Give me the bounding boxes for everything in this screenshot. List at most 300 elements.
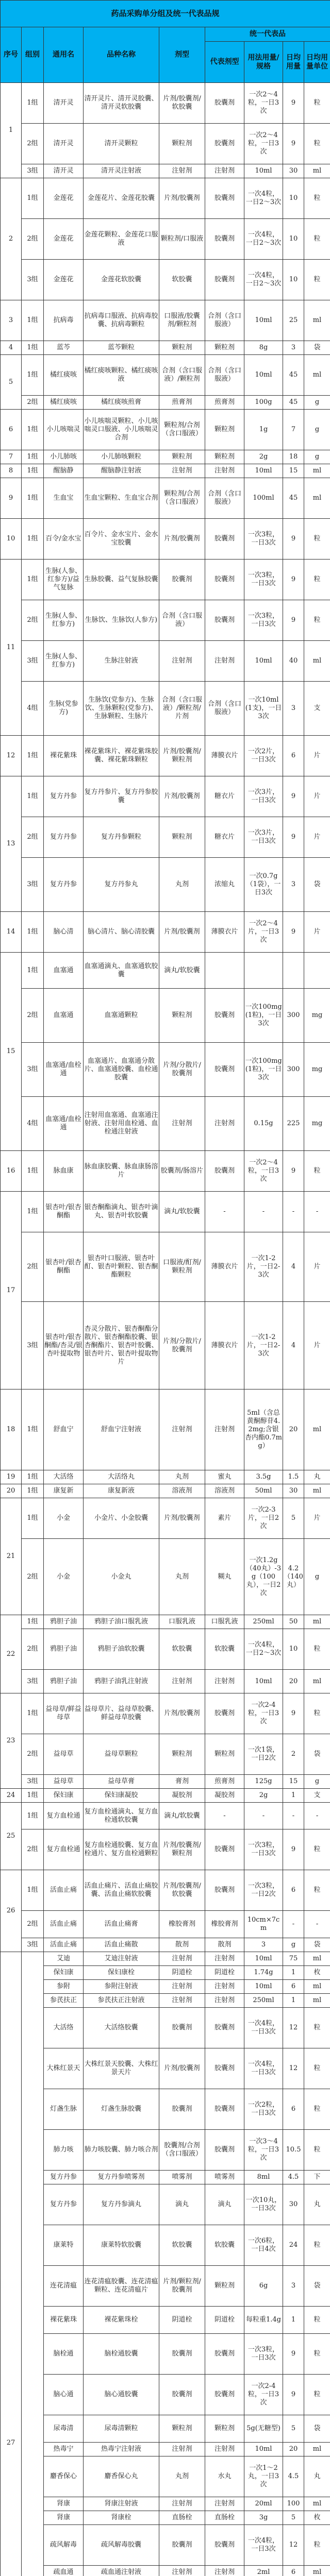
dosage-form-cell: 片剂/胶囊剂 bbox=[159, 1693, 205, 1734]
daily-unit-cell: g bbox=[304, 410, 330, 450]
generic-name-cell: 疏风解毒 bbox=[44, 2525, 84, 2566]
usage-spec-cell: 一次100mg(1粒)，一日3次 bbox=[244, 1043, 283, 1097]
variety-name-cell: 小儿肺咳颗粒 bbox=[84, 450, 159, 464]
seq-cell: 17 bbox=[1, 1192, 22, 1389]
generic-name-cell: 复方丹参 bbox=[44, 817, 84, 858]
dosage-form-cell: 煎膏剂 bbox=[159, 396, 205, 410]
daily-unit-cell: 袋 bbox=[304, 2266, 330, 2307]
variety-name-cell: 生脉饮(党参方)、生脉饮、生脉颗粒(党参方)、生脉颗粒、生脉片 bbox=[84, 682, 159, 736]
dosage-form-cell: 注射剂 bbox=[159, 464, 205, 478]
group-cell: 2组 bbox=[22, 1539, 44, 1615]
usage-spec-cell: 3 bbox=[244, 1938, 283, 1952]
rep-form-cell: 煎膏剂 bbox=[205, 1775, 244, 1789]
usage-spec-cell: 一次1-2片，一日2-3次 bbox=[244, 1302, 283, 1389]
daily-dose-cell: 20 bbox=[283, 1389, 304, 1470]
group-cell: 1组 bbox=[22, 1151, 44, 1192]
generic-name-cell: 康复新 bbox=[44, 1484, 84, 1498]
seq-cell: 6 bbox=[1, 410, 22, 450]
dosage-form-cell: 颗粒剂 bbox=[159, 2415, 205, 2443]
daily-dose-cell: 9 bbox=[283, 1151, 304, 1192]
daily-dose-cell: 6 bbox=[283, 2089, 304, 2130]
variety-name-cell: 肺力咳胶囊、肺力咳合剂 bbox=[84, 2130, 159, 2171]
variety-name-cell: 银杏叶口服液、银杏叶酊、银杏叶颗粒、银杏酮酯颗粒 bbox=[84, 1232, 159, 1302]
usage-spec-cell: 10ml bbox=[244, 164, 283, 178]
group-cell: 3组 bbox=[22, 1775, 44, 1789]
rep-form-cell: 软胶囊 bbox=[205, 1629, 244, 1670]
variety-name-cell: 注射用血塞通、血塞通注射液、注射用血栓通、血栓通注射液 bbox=[84, 1097, 159, 1151]
rep-form-cell: 注射剂 bbox=[205, 1097, 244, 1151]
dosage-form-cell: 注射剂 bbox=[159, 1952, 205, 1966]
group-cell: 2组 bbox=[22, 1629, 44, 1670]
rep-form-cell: 胶囊剂 bbox=[205, 2525, 244, 2566]
variety-name-cell: 银杏酮酯滴丸、银杏叶滴丸、银杏叶软胶囊 bbox=[84, 1192, 159, 1232]
daily-unit-cell: 片 bbox=[304, 776, 330, 817]
seq-cell: 20 bbox=[1, 1484, 22, 1498]
daily-unit-cell: 粒 bbox=[304, 2375, 330, 2415]
group-cell: 2组 bbox=[22, 124, 44, 164]
usage-spec-cell: 3.5g bbox=[244, 1470, 283, 1484]
generic-name-cell: 益母草/鲜益母草 bbox=[44, 1693, 84, 1734]
daily-unit-cell: 粒 bbox=[304, 1829, 330, 1870]
generic-name-cell: 生脉(人参、红参方) bbox=[44, 600, 84, 641]
variety-name-cell: 大活络丸 bbox=[84, 1470, 159, 1484]
usage-spec-cell: 一次1-2片，一日2-3次 bbox=[244, 1232, 283, 1302]
table-row bbox=[1, 641, 330, 682]
table-row bbox=[1, 341, 330, 355]
generic-name-cell: 橘红痰咳 bbox=[44, 396, 84, 410]
table-row bbox=[1, 410, 330, 450]
variety-name-cell: 益母草片、益母草胶囊、鲜益母草胶囊 bbox=[84, 1693, 159, 1734]
group-cell bbox=[22, 1952, 44, 2576]
dosage-form-cell: 软胶囊 bbox=[159, 2225, 205, 2266]
rep-form-cell: 胶囊剂 bbox=[205, 2334, 244, 2375]
group-cell: 1组 bbox=[22, 776, 44, 817]
daily-dose-cell bbox=[283, 953, 304, 989]
daily-unit-cell: ml bbox=[304, 478, 330, 519]
daily-dose-cell: - bbox=[283, 1803, 304, 1829]
table-row bbox=[1, 1789, 330, 1803]
group-cell: 3组 bbox=[22, 858, 44, 912]
daily-unit-cell: ml bbox=[304, 1615, 330, 1629]
rep-form-cell: 散剂 bbox=[205, 1938, 244, 1952]
group-cell: 1组 bbox=[22, 410, 44, 450]
generic-name-cell: 连花清瘟 bbox=[44, 2266, 84, 2307]
variety-name-cell: 鸦胆子油乳注射液 bbox=[84, 1670, 159, 1693]
usage-spec-cell: 一次4粒，一日3次 bbox=[244, 2525, 283, 2566]
daily-unit-cell: 袋 bbox=[304, 341, 330, 355]
table-row bbox=[1, 1952, 330, 1966]
table-row bbox=[1, 464, 330, 478]
daily-unit-cell: 粒 bbox=[304, 1151, 330, 1192]
variety-name-cell: 清开灵注射液 bbox=[84, 164, 159, 178]
header-seq: 序号 bbox=[1, 27, 22, 83]
daily-dose-cell: 3 bbox=[283, 2266, 304, 2307]
rep-form-cell: 阴道栓 bbox=[205, 2307, 244, 2334]
rep-form-cell: 胶囊剂 bbox=[205, 519, 244, 560]
variety-name-cell: 复方血栓通胶囊、复方血栓通片、复方血栓通颗粒 bbox=[84, 1829, 159, 1870]
header-daily-dose: 日均用量 bbox=[283, 42, 304, 83]
daily-unit-cell: ml bbox=[304, 164, 330, 178]
table-row bbox=[1, 1097, 330, 1151]
rep-form-cell: 薄膜衣片 bbox=[205, 1302, 244, 1389]
daily-unit-cell: 粒 bbox=[304, 1870, 330, 1911]
rep-form-cell: 颗粒剂 bbox=[205, 2415, 244, 2443]
table-row bbox=[1, 219, 330, 260]
table-row bbox=[1, 1693, 330, 1734]
daily-unit-cell: 支 bbox=[304, 1789, 330, 1803]
usage-spec-cell: 一次2～4粒，一日3次 bbox=[244, 83, 283, 124]
daily-unit-cell bbox=[304, 953, 330, 989]
group-cell: 1组 bbox=[22, 560, 44, 600]
dosage-form-cell: 片剂/胶囊剂/软胶囊 bbox=[159, 83, 205, 124]
rep-form-cell: 颗粒剂 bbox=[205, 1734, 244, 1775]
generic-name-cell: 鸦胆子油 bbox=[44, 1615, 84, 1629]
group-cell: 1组 bbox=[22, 178, 44, 219]
usage-spec-cell: 一次3～4粒，一日3次 bbox=[244, 2130, 283, 2171]
daily-dose-cell: 4 bbox=[283, 1302, 304, 1389]
usage-spec-cell: 一次3粒，一日3次 bbox=[244, 1829, 283, 1870]
table-body bbox=[1, 83, 330, 2576]
usage-spec-cell: 3g bbox=[244, 2511, 283, 2525]
rep-form-cell: 凝胶剂 bbox=[205, 1789, 244, 1803]
seq-cell: 5 bbox=[1, 355, 22, 410]
generic-name-cell: 复方丹参 bbox=[44, 2171, 84, 2184]
dosage-form-cell: 片剂/胶囊剂 bbox=[159, 776, 205, 817]
daily-dose-cell: 7 bbox=[283, 410, 304, 450]
daily-unit-cell: 粒 bbox=[304, 560, 330, 600]
group-cell: 1组 bbox=[22, 1389, 44, 1470]
daily-unit-cell: g bbox=[304, 1775, 330, 1789]
seq-cell: 25 bbox=[1, 1803, 22, 1870]
generic-name-cell: 银杏叶/银杏酮酯/杏灵/银杏叶提取物 bbox=[44, 1302, 84, 1389]
rep-form-cell: 橡胶膏剂 bbox=[205, 1911, 244, 1938]
rep-form-cell: 胶囊剂 bbox=[205, 1829, 244, 1870]
table-row bbox=[1, 2497, 330, 2511]
daily-dose-cell: 4 bbox=[283, 1232, 304, 1302]
generic-name-cell: 疏血通 bbox=[44, 2566, 84, 2576]
generic-name-cell: 鸦胆子油 bbox=[44, 1629, 84, 1670]
header-usage-spec: 用法用量/规格 bbox=[244, 42, 283, 83]
variety-name-cell: 生血宝颗粒、生血宝合剂 bbox=[84, 478, 159, 519]
rep-form-cell: 胶囊剂 bbox=[205, 2008, 244, 2048]
daily-unit-cell: 支 bbox=[304, 682, 330, 736]
rep-form-cell: 糖衣片 bbox=[205, 817, 244, 858]
table-row bbox=[1, 1470, 330, 1484]
usage-spec-cell: 8g bbox=[244, 341, 283, 355]
daily-unit-cell: mg bbox=[304, 1097, 330, 1151]
daily-unit-cell: 粒 bbox=[304, 219, 330, 260]
daily-dose-cell: 9 bbox=[283, 124, 304, 164]
generic-name-cell: 裸花紫珠 bbox=[44, 736, 84, 776]
seq-cell: 15 bbox=[1, 953, 22, 1151]
rep-form-cell: 注射剂 bbox=[205, 2497, 244, 2511]
daily-dose-cell: 6 bbox=[283, 1870, 304, 1911]
table-row bbox=[1, 124, 330, 164]
table-row bbox=[1, 1539, 330, 1615]
generic-name-cell: 活血止痛 bbox=[44, 1911, 84, 1938]
variety-name-cell: 保妇康凝胶 bbox=[84, 1789, 159, 1803]
rep-form-cell: 糊丸 bbox=[205, 1539, 244, 1615]
daily-dose-cell: 15 bbox=[283, 464, 304, 478]
generic-name-cell: 益母草 bbox=[44, 1775, 84, 1789]
table-row bbox=[1, 2184, 330, 2225]
table-row bbox=[1, 2225, 330, 2266]
rep-form-cell: 颗粒剂 bbox=[205, 410, 244, 450]
daily-unit-cell: 丸 bbox=[304, 1470, 330, 1484]
usage-spec-cell: 10ml bbox=[244, 464, 283, 478]
usage-spec-cell: 一次4粒，一日2～3次 bbox=[244, 178, 283, 219]
usage-spec-cell: 一次2-4粒，一日3次 bbox=[244, 2375, 283, 2415]
rep-form-cell: 胶囊剂 bbox=[205, 2048, 244, 2089]
usage-spec-cell: 250ml bbox=[244, 1615, 283, 1629]
daily-dose-cell: 12 bbox=[283, 2048, 304, 2089]
table-row bbox=[1, 1803, 330, 1829]
header-dosage-form: 剂型 bbox=[159, 27, 205, 83]
variety-name-cell: 活血止痛膏 bbox=[84, 1911, 159, 1938]
seq-cell: 3 bbox=[1, 300, 22, 341]
group-cell: 3组 bbox=[22, 260, 44, 300]
dosage-form-cell: 片剂/分散片/胶囊剂 bbox=[159, 1302, 205, 1389]
header-group: 组别 bbox=[22, 27, 44, 83]
generic-name-cell: 麝香保心 bbox=[44, 2456, 84, 2497]
variety-name-cell: 生脉注射液 bbox=[84, 641, 159, 682]
generic-name-cell: 脑栓通 bbox=[44, 2334, 84, 2375]
rep-form-cell: 胶囊剂 bbox=[205, 1151, 244, 1192]
rep-form-cell: 软胶囊 bbox=[205, 2225, 244, 2266]
usage-spec-cell: - bbox=[244, 1803, 283, 1829]
dosage-form-cell: 阴道栓 bbox=[159, 1966, 205, 1980]
daily-unit-cell: 袋 bbox=[304, 1938, 330, 1952]
seq-cell: 27 bbox=[1, 1952, 22, 2576]
generic-name-cell: 大活络 bbox=[44, 1470, 84, 1484]
generic-name-cell: 裸花紫珠 bbox=[44, 2307, 84, 2334]
table-row bbox=[1, 355, 330, 396]
table-row bbox=[1, 1043, 330, 1097]
usage-spec-cell: 10ml bbox=[244, 355, 283, 396]
dosage-form-cell: 片剂/胶囊剂/颗粒剂 bbox=[159, 736, 205, 776]
daily-unit-cell: g bbox=[304, 1539, 330, 1615]
table-row bbox=[1, 1302, 330, 1389]
daily-dose-cell: 10 bbox=[283, 260, 304, 300]
table-row bbox=[1, 396, 330, 410]
daily-unit-cell: 袋 bbox=[304, 2415, 330, 2443]
variety-name-cell: 醒脑静注射液 bbox=[84, 464, 159, 478]
header-generic-name: 通用名 bbox=[44, 27, 84, 83]
daily-unit-cell: 粒 bbox=[304, 124, 330, 164]
generic-name-cell: 参芪扶正 bbox=[44, 1994, 84, 2008]
group-cell: 2组 bbox=[22, 817, 44, 858]
generic-name-cell: 灯盏生脉 bbox=[44, 2089, 84, 2130]
generic-name-cell: 血塞通 bbox=[44, 953, 84, 989]
table-row bbox=[1, 989, 330, 1043]
dosage-form-cell: 片剂/胶囊剂 bbox=[159, 178, 205, 219]
table-row bbox=[1, 478, 330, 519]
daily-dose-cell: 1 bbox=[283, 1966, 304, 1980]
table-row bbox=[1, 2375, 330, 2415]
daily-dose-cell: 12 bbox=[283, 2525, 304, 2566]
daily-unit-cell: 丸 bbox=[304, 2456, 330, 2497]
usage-spec-cell: 一次3片，一日3次 bbox=[244, 776, 283, 817]
usage-spec-cell: 5ml（含总黄酮醇苷4.2mg;含银杏内酯0.7mg） bbox=[244, 1389, 283, 1470]
seq-cell: 21 bbox=[1, 1498, 22, 1615]
usage-spec-cell: 10ml bbox=[244, 1952, 283, 1966]
usage-spec-cell: 10ml bbox=[244, 1980, 283, 1994]
generic-name-cell: 小金 bbox=[44, 1498, 84, 1539]
variety-name-cell: 橘红痰咳颗粒、橘红痰咳液 bbox=[84, 355, 159, 396]
table-row bbox=[1, 519, 330, 560]
variety-name-cell: 金莲花软胶囊 bbox=[84, 260, 159, 300]
generic-name-cell: 生脉(人参、红参方) bbox=[44, 641, 84, 682]
usage-spec-cell: 一次2～4粒，一日3次 bbox=[244, 124, 283, 164]
rep-form-cell: 合剂（含口服液） bbox=[205, 682, 244, 736]
variety-name-cell: 麝香保心丸 bbox=[84, 2456, 159, 2497]
table-row bbox=[1, 600, 330, 641]
group-cell: 2组 bbox=[22, 219, 44, 260]
rep-form-cell: 颗粒剂 bbox=[205, 341, 244, 355]
usage-spec-cell: 一次6粒，一日4次 bbox=[244, 2225, 283, 2266]
generic-name-cell: 复方丹参 bbox=[44, 858, 84, 912]
usage-spec-cell: 一次100mg(1粒)，一日3次 bbox=[244, 989, 283, 1043]
daily-unit-cell: 袋 bbox=[304, 858, 330, 912]
table-row bbox=[1, 2456, 330, 2497]
dosage-form-cell: 片剂/胶囊剂 bbox=[159, 519, 205, 560]
table-row bbox=[1, 2130, 330, 2171]
daily-dose-cell: 9 bbox=[283, 600, 304, 641]
generic-name-cell: 清开灵 bbox=[44, 83, 84, 124]
dosage-form-cell: 丸剂 bbox=[159, 1539, 205, 1615]
table-title: 药品采购单分组及统一代表品规 bbox=[1, 1, 330, 27]
rep-form-cell: 胶囊剂 bbox=[205, 1043, 244, 1097]
seq-cell: 14 bbox=[1, 912, 22, 953]
group-cell: 1组 bbox=[22, 300, 44, 341]
variety-name-cell: 活血止痛片、活血止痛胶囊、活血止痛软胶囊 bbox=[84, 1870, 159, 1911]
variety-name-cell: 艾迪注射液 bbox=[84, 1952, 159, 1966]
usage-spec-cell bbox=[244, 953, 283, 989]
daily-unit-cell: ml bbox=[304, 1994, 330, 2008]
generic-name-cell: 脑心通 bbox=[44, 2375, 84, 2415]
daily-unit-cell: ml bbox=[304, 1980, 330, 1994]
daily-unit-cell: 粒 bbox=[304, 2048, 330, 2089]
generic-name-cell: 保妇康 bbox=[44, 1789, 84, 1803]
usage-spec-cell: 一次1袋，一日2次 bbox=[244, 1734, 283, 1775]
variety-name-cell: 清开灵颗粒 bbox=[84, 124, 159, 164]
group-cell: 3组 bbox=[22, 164, 44, 178]
generic-name-cell: 生脉(党参方) bbox=[44, 682, 84, 736]
table-row bbox=[1, 1484, 330, 1498]
daily-unit-cell: - bbox=[304, 1192, 330, 1232]
rep-form-cell: 注射剂 bbox=[205, 2443, 244, 2456]
table-row bbox=[1, 1966, 330, 1980]
generic-name-cell: 热毒宁 bbox=[44, 2443, 84, 2456]
table-row bbox=[1, 1980, 330, 1994]
variety-name-cell: 参附注射液 bbox=[84, 1980, 159, 1994]
dosage-form-cell: 片剂/胶囊剂/软胶囊 bbox=[159, 1870, 205, 1911]
variety-name-cell: 生脉胶囊、益气复脉胶囊 bbox=[84, 560, 159, 600]
daily-dose-cell: 40 bbox=[283, 641, 304, 682]
daily-dose-cell: 300 bbox=[283, 1043, 304, 1097]
daily-dose-cell: - bbox=[283, 1192, 304, 1232]
rep-form-cell: 合剂（含口服液） bbox=[205, 300, 244, 341]
daily-unit-cell: ml bbox=[304, 641, 330, 682]
dosage-form-cell: 片剂/胶囊剂/颗粒剂 bbox=[159, 1829, 205, 1870]
daily-dose-cell: 225 bbox=[283, 1097, 304, 1151]
header-variety-name: 品种名称 bbox=[84, 27, 159, 83]
variety-name-cell: 小儿咳喘灵颗粒、小儿咳喘灵口服液、小儿咳喘灵合剂 bbox=[84, 410, 159, 450]
dosage-form-cell: 滴丸/软胶囊 bbox=[159, 1803, 205, 1829]
dosage-form-cell: 胶囊剂 bbox=[159, 2089, 205, 2130]
daily-unit-cell: 丸 bbox=[304, 2184, 330, 2225]
variety-name-cell: 鸦胆子油口服乳液 bbox=[84, 1615, 159, 1629]
daily-dose-cell: 5 bbox=[283, 1498, 304, 1539]
group-cell: 1组 bbox=[22, 1789, 44, 1803]
dosage-form-cell: 注射剂 bbox=[159, 164, 205, 178]
usage-spec-cell: 一次2-4粒，一日3次 bbox=[244, 1693, 283, 1734]
rep-form-cell: 糖衣片 bbox=[205, 776, 244, 817]
group-cell: 2组 bbox=[22, 1734, 44, 1775]
usage-spec-cell: 一次3片，一日3次 bbox=[244, 817, 283, 858]
generic-name-cell: 小儿肺咳 bbox=[44, 450, 84, 464]
variety-name-cell: 血塞通颗粒 bbox=[84, 989, 159, 1043]
generic-name-cell: 小儿咳喘灵 bbox=[44, 410, 84, 450]
daily-unit-cell: 粒 bbox=[304, 519, 330, 560]
usage-spec-cell: 一次2～4片，一日3次 bbox=[244, 912, 283, 953]
dosage-form-cell: 滴丸 bbox=[159, 2184, 205, 2225]
daily-unit-cell: 枚 bbox=[304, 2511, 330, 2525]
generic-name-cell: 复方血栓通 bbox=[44, 1803, 84, 1829]
daily-unit-cell: ml bbox=[304, 1484, 330, 1498]
daily-dose-cell: 10 bbox=[283, 178, 304, 219]
usage-spec-cell: 2g bbox=[244, 1789, 283, 1803]
table-row bbox=[1, 1938, 330, 1952]
dosage-form-cell: 口服液/胶囊剂/颗粒剂 bbox=[159, 300, 205, 341]
usage-spec-cell: 一次4粒，一日3次 bbox=[244, 2008, 283, 2048]
daily-dose-cell: 20 bbox=[283, 2443, 304, 2456]
usage-spec-cell: 0.15g bbox=[244, 1097, 283, 1151]
group-cell: 1组 bbox=[22, 1803, 44, 1829]
variety-name-cell: 血塞通片、血塞通分散片、血塞通胶囊、血栓通胶囊 bbox=[84, 1043, 159, 1097]
variety-name-cell: 抗病毒口服液、抗病毒胶囊、抗病毒颗粒 bbox=[84, 300, 159, 341]
rep-form-cell: 胶囊剂 bbox=[205, 219, 244, 260]
rep-form-cell: 注射剂 bbox=[205, 1994, 244, 2008]
group-cell: 1组 bbox=[22, 355, 44, 396]
rep-form-cell: 薄膜衣片 bbox=[205, 1232, 244, 1302]
daily-dose-cell: 9 bbox=[283, 519, 304, 560]
rep-form-cell: 溶液剂 bbox=[205, 1484, 244, 1498]
table-row bbox=[1, 83, 330, 124]
daily-unit-cell: ml bbox=[304, 2443, 330, 2456]
generic-name-cell: 复方丹参 bbox=[44, 2184, 84, 2225]
daily-dose-cell: 1 bbox=[283, 2307, 304, 2334]
table-row bbox=[1, 2089, 330, 2130]
dosage-form-cell: 注射剂 bbox=[159, 1980, 205, 1994]
daily-unit-cell: 片 bbox=[304, 736, 330, 776]
rep-form-cell: 直肠栓 bbox=[205, 2511, 244, 2525]
usage-spec-cell: 每粒重1.4g bbox=[244, 2307, 283, 2334]
dosage-form-cell: 颗粒剂 bbox=[159, 1734, 205, 1775]
table-row bbox=[1, 736, 330, 776]
daily-dose-cell: 6 bbox=[283, 1980, 304, 1994]
dosage-form-cell: 颗粒剂 bbox=[159, 989, 205, 1043]
group-cell: 1组 bbox=[22, 1870, 44, 1911]
variety-name-cell: 百令片、金水宝片、金水宝胶囊 bbox=[84, 519, 159, 560]
variety-name-cell: 疏血通注射液 bbox=[84, 2566, 159, 2576]
seq-cell: 11 bbox=[1, 560, 22, 736]
dosage-form-cell: 胶囊剂 bbox=[159, 560, 205, 600]
variety-name-cell: 灯盏生脉胶囊 bbox=[84, 2089, 159, 2130]
daily-dose-cell: 30 bbox=[283, 164, 304, 178]
variety-name-cell: 尿毒清颗粒 bbox=[84, 2415, 159, 2443]
dosage-form-cell: 颗粒剂/合剂（含口服液） bbox=[159, 410, 205, 450]
